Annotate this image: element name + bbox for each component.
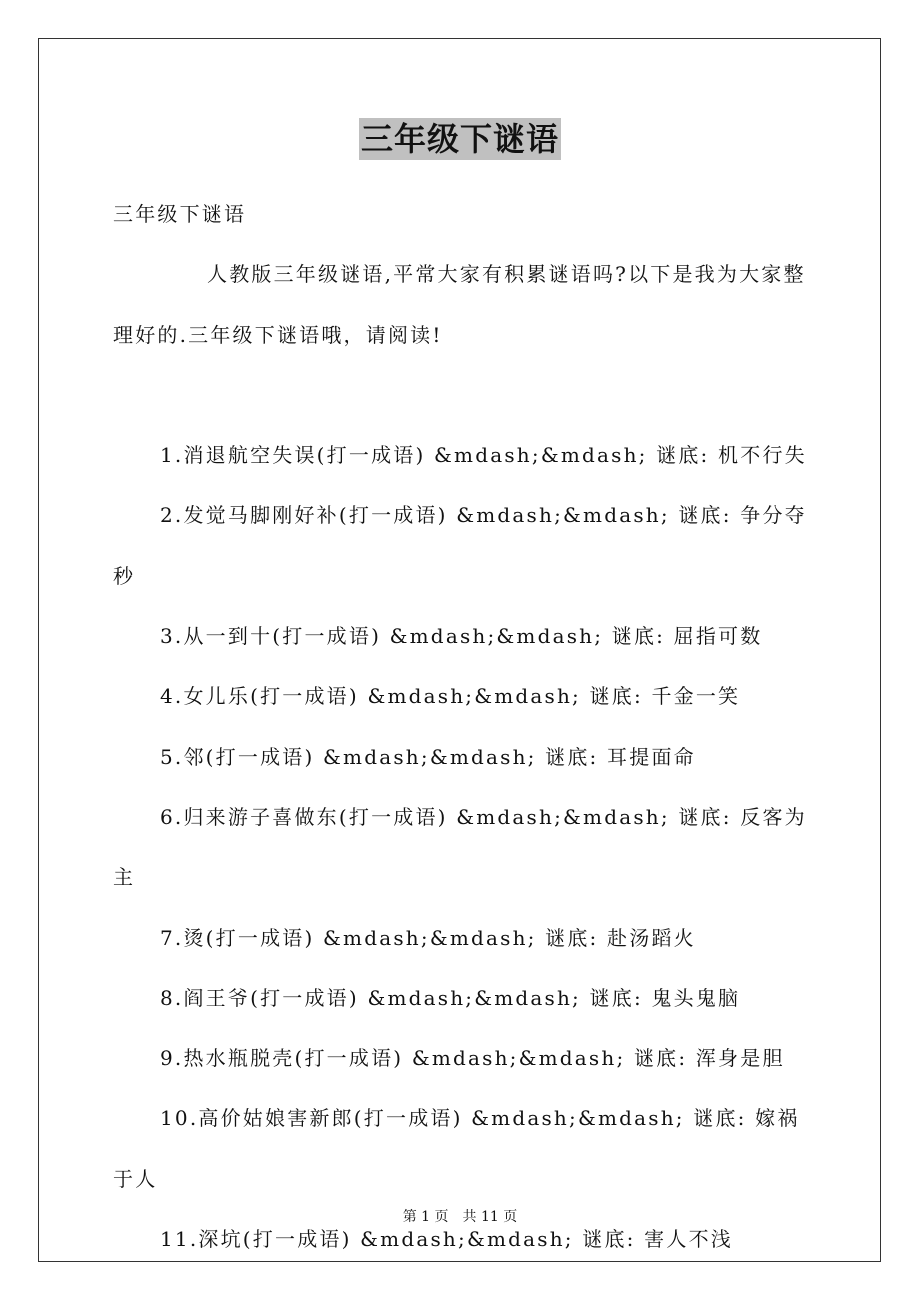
document-title (0, 114, 920, 160)
riddle-item: 6.归来游子喜做东(打一成语) &mdash;&mdash; 谜底: 反客为主 (113, 804, 807, 890)
subtitle: 三年级下谜语 (113, 202, 247, 226)
riddle-item: 4.女儿乐(打一成语) &mdash;&mdash; 谜底: 千金一笑 (160, 684, 741, 709)
riddle-item: 11.深坑(打一成语) &mdash;&mdash; 谜底: 害人不浅 (160, 1227, 733, 1252)
document-body (113, 184, 810, 1269)
title-text: 三年级下谜语 (360, 120, 559, 158)
riddle-item: 5.邻(打一成语) &mdash;&mdash; 谜底: 耳提面命 (160, 744, 696, 769)
riddle-item: 10.高价姑娘害新郎(打一成语) &mdash;&mdash; 谜底: 嫁祸于人 (113, 1106, 800, 1191)
riddle-item: 2.发觉马脚刚好补(打一成语) &mdash;&mdash; 谜底: 争分夺秒 (113, 503, 807, 588)
blank-line (113, 365, 810, 425)
riddle-item: 7.烫(打一成语) &mdash;&mdash; 谜底: 赴汤蹈火 (160, 925, 696, 950)
page-footer: 第 1 页 共 11 页 (402, 1209, 518, 1225)
riddle-item: 9.热水瓶脱壳(打一成语) &mdash;&mdash; 谜底: 浑身是胆 (160, 1046, 785, 1071)
intro-paragraph: 人教版三年级谜语,平常大家有积累谜语吗?以下是我为大家整理好的.三年级下谜语哦，请阅读! (113, 262, 806, 347)
riddle-item: 1.消退航空失误(打一成语) &mdash;&mdash; 谜底: 机不行失 (160, 443, 807, 468)
riddle-item: 8.阎王爷(打一成语) &mdash;&mdash; 谜底: 鬼头鬼脑 (160, 985, 741, 1010)
riddle-item: 3.从一到十(打一成语) &mdash;&mdash; 谜底: 屈指可数 (160, 624, 763, 649)
